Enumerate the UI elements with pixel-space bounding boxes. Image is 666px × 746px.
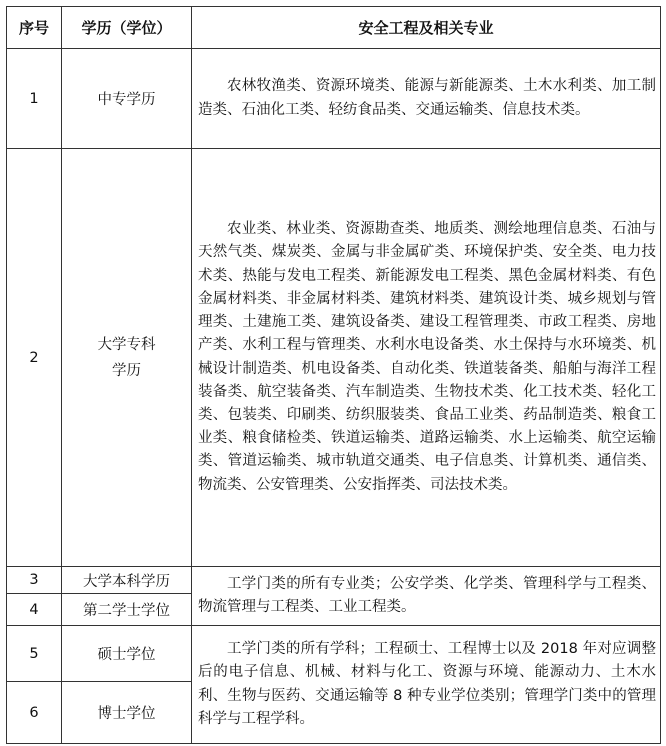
row-serial-no: 6 <box>7 682 62 744</box>
table-header-row <box>7 7 661 49</box>
row-education: 第二学士学位 <box>62 594 192 626</box>
table-row <box>7 567 661 594</box>
row-education: 硕士学位 <box>62 626 192 682</box>
table-row <box>7 626 661 682</box>
row-majors-merged <box>192 567 661 626</box>
row-serial-no: 3 <box>7 567 62 594</box>
row-serial-no: 1 <box>7 49 62 149</box>
row-serial-no: 2 <box>7 149 62 567</box>
row-majors <box>192 49 661 149</box>
header-education: 学历（学位） <box>62 7 192 49</box>
majors-table <box>6 6 661 744</box>
row-serial-no: 5 <box>7 626 62 682</box>
majors-text: 工学门类的所有专业类；公安学类、化学类、管理科学与工程类、物流管理与工程类、工业工程类。 <box>198 575 656 615</box>
majors-text: 农业类、林业类、资源勘查类、地质类、测绘地理信息类、石油与天然气类、煤炭类、金属与非金属矿类、环境保护类、安全类、电力技术类、热能与发电工程类、新能源发电工程类、黑色金属材料类、有色金属材料类、非金属材料类、建筑材料类、建筑设计类、城乡规划与管理类、土建施工类、建筑设备类、建设工程管理类、市政工程类、房地产类、水利工程与管理类、水利水电设备类、水土保持与水环境类、机械设计制造类、机电设备类、自动化类、铁道装备类、船舶与海洋工程装备类、航空装备类、汽车制造类、生物技术类、化工技术类、轻化工类、包装类、印刷类、纺织服装类、食品工业类、药品制造类、粮食工业类、粮食储检类、铁道运输类、道路运输类、水上运输类、航空运输类、管道运输类、城市轨道交通类、电子信息类、计算机类、通信类、物流类、公安管理类、公安指挥类、司法技术类。 <box>198 221 656 493</box>
row-education: 中专学历 <box>62 49 192 149</box>
table-row <box>7 49 661 149</box>
education-line: 大学专科 <box>97 336 156 353</box>
table-row <box>7 149 661 567</box>
row-majors-merged <box>192 626 661 744</box>
row-majors <box>192 149 661 567</box>
education-line: 学历 <box>112 362 141 379</box>
row-education <box>62 149 192 567</box>
row-serial-no: 4 <box>7 594 62 626</box>
header-majors: 安全工程及相关专业 <box>192 7 661 49</box>
row-education: 博士学位 <box>62 682 192 744</box>
majors-text: 工学门类的所有学科；工程硕士、工程博士以及 2018 年对应调整后的电子信息、机械、材料与化工、资源与环境、能源动力、土木水利、生物与医药、交通运输等 8 种专业学位类别；管理学门类中的管理科学与工程学科。 <box>198 641 656 727</box>
majors-text: 农林牧渔类、资源环境类、能源与新能源类、土木水利类、加工制造类、石油化工类、轻纺食品类、交通运输类、信息技术类。 <box>198 78 656 118</box>
header-serial-no: 序号 <box>7 7 62 49</box>
row-education: 大学本科学历 <box>62 567 192 594</box>
